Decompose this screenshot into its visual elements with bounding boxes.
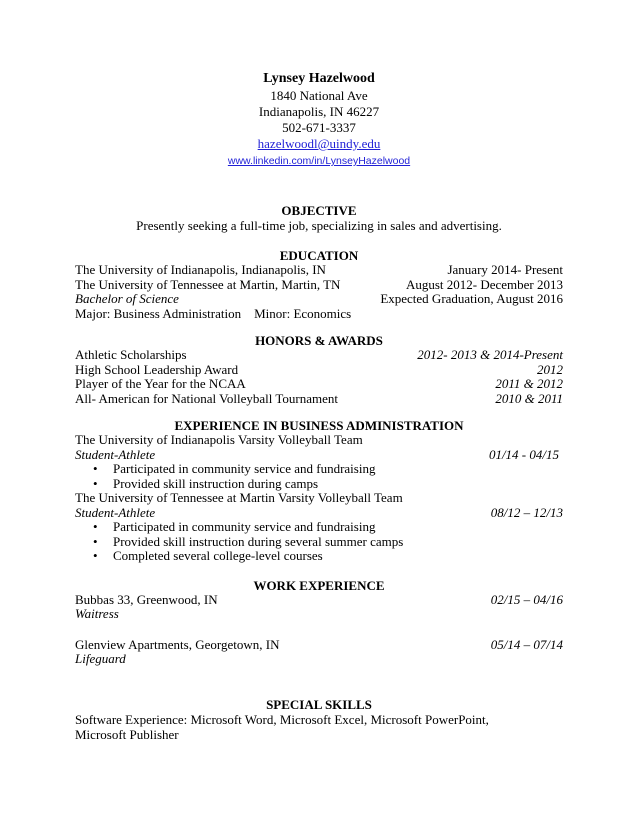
list-item: • Provided skill instruction during camps: [113, 477, 563, 492]
experience-entry: [75, 433, 563, 491]
section-heading: WORK EXPERIENCE: [253, 577, 385, 593]
list-item: • Participated in community service and fundraising: [113, 462, 563, 477]
objective-section: [75, 203, 563, 234]
linkedin-link[interactable]: www.linkedin.com/in/LynseyHazelwood: [227, 155, 411, 167]
role-title: Student-Athlete: [75, 504, 156, 520]
work-entry: [75, 593, 563, 622]
duty-list: [75, 462, 563, 491]
section-heading: OBJECTIVE: [281, 203, 357, 218]
honor-name: Player of the Year for the NCAA: [75, 376, 246, 391]
honor-row: [75, 363, 563, 378]
honor-row: [75, 348, 563, 363]
honor-year: 2012: [537, 361, 563, 377]
degree: Bachelor of Science: [75, 291, 179, 306]
education-row: [75, 263, 563, 278]
school-name: The University of Tennessee at Martin, Martin, TN: [75, 276, 341, 292]
applicant-name: Lynsey Hazelwood: [263, 71, 375, 86]
skills-section: [75, 697, 563, 742]
role-title: Student-Athlete: [75, 446, 156, 462]
contact-header: [75, 70, 563, 169]
education-row: [75, 292, 563, 307]
address-line-1: 1840 National Ave: [270, 88, 368, 103]
employer: Glenview Apartments, Georgetown, IN: [75, 636, 280, 652]
education-section: [75, 248, 563, 321]
major-minor: Major: Business Administration Minor: Economics: [75, 305, 352, 321]
employer: Bubbas 33, Greenwood, IN: [75, 591, 218, 607]
honor-year: 2012- 2013 & 2014-Present: [417, 347, 563, 362]
education-row: [75, 307, 563, 322]
section-heading: EXPERIENCE IN BUSINESS ADMINISTRATION: [174, 418, 464, 433]
list-item: • Participated in community service and fundraising: [113, 520, 563, 535]
section-heading: EDUCATION: [279, 248, 359, 263]
address-line-2: Indianapolis, IN 46227: [258, 104, 380, 119]
date-range: January 2014- Present: [447, 262, 563, 277]
honor-year: 2011 & 2012: [495, 376, 563, 391]
email-link[interactable]: hazelwoodl@uindy.edu: [257, 136, 381, 151]
section-heading: HONORS & AWARDS: [255, 333, 383, 348]
organization: The University of Tennessee at Martin Varsity Volleyball Team: [75, 490, 403, 505]
honors-section: [75, 333, 563, 406]
date-range: 08/12 – 12/13: [490, 504, 563, 520]
date-range: 01/14 - 04/15: [488, 446, 559, 462]
organization: The University of Indianapolis Varsity Volleyball Team: [75, 432, 363, 447]
list-item: • Completed several college-level courses: [113, 549, 563, 564]
section-heading: SPECIAL SKILLS: [266, 696, 372, 712]
duty-list: [75, 520, 563, 564]
resume-page: [75, 70, 563, 742]
phone-number: 502-671-3337: [282, 120, 356, 135]
school-name: The University of Indianapolis, Indianapolis, IN: [75, 262, 326, 277]
honor-name: All- American for National Volleyball Tournament: [75, 390, 339, 406]
honor-row: [75, 392, 563, 407]
role-title: Lifeguard: [75, 651, 126, 666]
date-range: August 2012- December 2013: [405, 276, 563, 292]
honor-year: 2010 & 2011: [495, 390, 563, 406]
date-range: 02/15 – 04/16: [490, 591, 563, 607]
work-entry: [75, 638, 563, 667]
honor-name: Athletic Scholarships: [75, 347, 187, 362]
skills-text: Software Experience: Microsoft Word, Microsoft Excel, Microsoft PowerPoint, Microsoft Publisher: [75, 711, 489, 742]
honor-row: [75, 377, 563, 392]
education-row: [75, 278, 563, 293]
honor-name: High School Leadership Award: [75, 361, 239, 377]
work-section: [75, 578, 563, 667]
experience-entry: [75, 491, 563, 564]
experience-section: [75, 418, 563, 564]
objective-text: Presently seeking a full-time job, specializing in sales and advertising.: [136, 218, 502, 233]
list-item: • Provided skill instruction during several summer camps: [113, 535, 563, 550]
role-title: Waitress: [75, 606, 119, 621]
date-range: 05/14 – 07/14: [490, 636, 563, 652]
graduation-date: Expected Graduation, August 2016: [380, 291, 563, 306]
